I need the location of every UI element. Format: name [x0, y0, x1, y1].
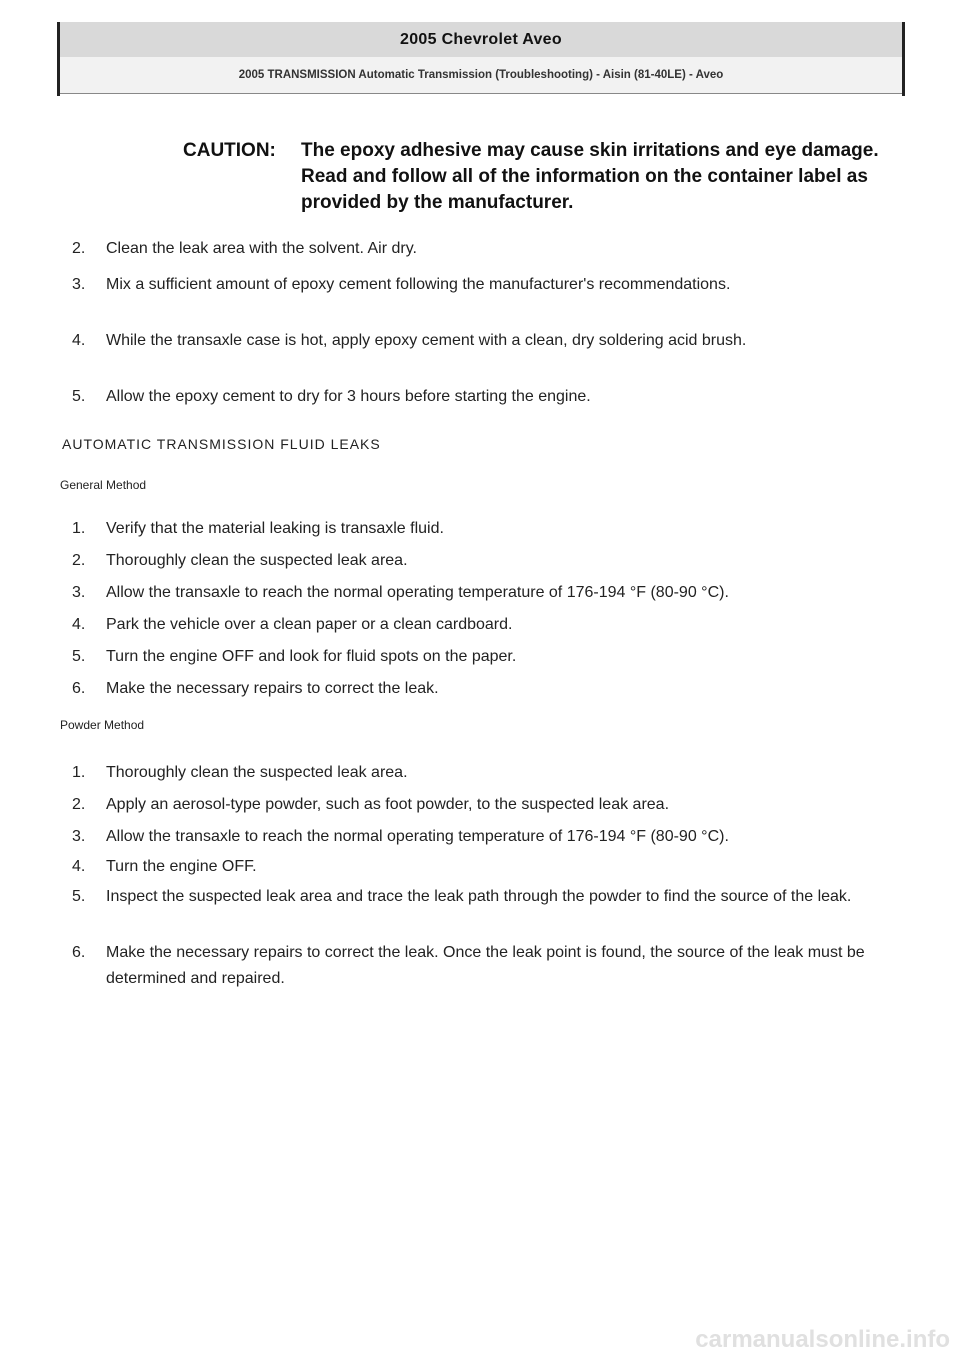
list-item [72, 516, 902, 542]
step-number: 6. [72, 680, 86, 697]
list-item [72, 384, 902, 410]
step-text: Make the necessary repairs to correct the leak. Once the leak point is found, the source of the leak must be determined and repaired. [106, 944, 865, 987]
step-number: 4. [72, 332, 86, 349]
header-subtitle: 2005 TRANSMISSION Automatic Transmission (Troubleshooting) - Aisin (81-40LE) - Aveo [60, 57, 902, 94]
step-text: Clean the leak area with the solvent. Air dry. [106, 240, 417, 257]
step-number: 6. [72, 944, 86, 961]
step-number: 5. [72, 648, 86, 665]
list-item [72, 236, 902, 262]
list-item [72, 884, 902, 910]
header-title: 2005 Chevrolet Aveo [60, 22, 902, 57]
step-number: 2. [72, 240, 86, 257]
step-text: Turn the engine OFF. [106, 858, 257, 875]
step-text: Park the vehicle over a clean paper or a clean cardboard. [106, 616, 513, 633]
watermark: carmanualsonline.info [695, 1326, 950, 1353]
step-number: 2. [72, 552, 86, 569]
step-number: 4. [72, 858, 86, 875]
step-text: Allow the epoxy cement to dry for 3 hours before starting the engine. [106, 388, 591, 405]
step-text: Allow the transaxle to reach the normal operating temperature of 176-194 °F (80-90 °C). [106, 828, 729, 845]
step-text: Allow the transaxle to reach the normal operating temperature of 176-194 °F (80-90 °C). [106, 584, 729, 601]
step-number: 5. [72, 888, 86, 905]
list-item [72, 612, 902, 638]
list-item [72, 272, 902, 298]
caution-text: The epoxy adhesive may cause skin irritations and eye damage. Read and follow all of the information on the container label as provided by the manufacturer. [301, 140, 879, 213]
list-item [72, 824, 902, 850]
list-item [72, 854, 902, 880]
step-text: Inspect the suspected leak area and trace the leak path through the powder to find the source of the leak. [106, 888, 852, 905]
caution-block [183, 138, 903, 216]
powder-method-title: Powder Method [60, 718, 145, 732]
general-method-title: General Method [60, 478, 147, 492]
list-item [72, 580, 902, 606]
step-text: Make the necessary repairs to correct the leak. [106, 680, 439, 697]
list-item [72, 760, 902, 786]
section-title: AUTOMATIC TRANSMISSION FLUID LEAKS [62, 436, 381, 452]
caution-label: CAUTION: [183, 140, 276, 161]
list-item [72, 328, 902, 354]
list-item [72, 676, 902, 702]
step-text: Turn the engine OFF and look for fluid spots on the paper. [106, 648, 517, 665]
list-item [72, 792, 902, 818]
step-number: 3. [72, 584, 86, 601]
list-item [72, 644, 902, 670]
step-text: Verify that the material leaking is transaxle fluid. [106, 520, 444, 537]
step-number: 3. [72, 828, 86, 845]
step-text: Apply an aerosol-type powder, such as foot powder, to the suspected leak area. [106, 796, 670, 813]
step-number: 3. [72, 276, 86, 293]
list-item [72, 548, 902, 574]
step-text: Thoroughly clean the suspected leak area. [106, 552, 408, 569]
step-text: While the transaxle case is hot, apply epoxy cement with a clean, dry soldering acid brush. [106, 332, 747, 349]
step-number: 2. [72, 796, 86, 813]
list-item [72, 940, 902, 992]
step-number: 4. [72, 616, 86, 633]
step-number: 1. [72, 764, 86, 781]
step-text: Mix a sufficient amount of epoxy cement following the manufacturer's recommendations. [106, 276, 731, 293]
step-number: 1. [72, 520, 86, 537]
step-number: 5. [72, 388, 86, 405]
page-header [57, 22, 905, 96]
step-text: Thoroughly clean the suspected leak area. [106, 764, 408, 781]
